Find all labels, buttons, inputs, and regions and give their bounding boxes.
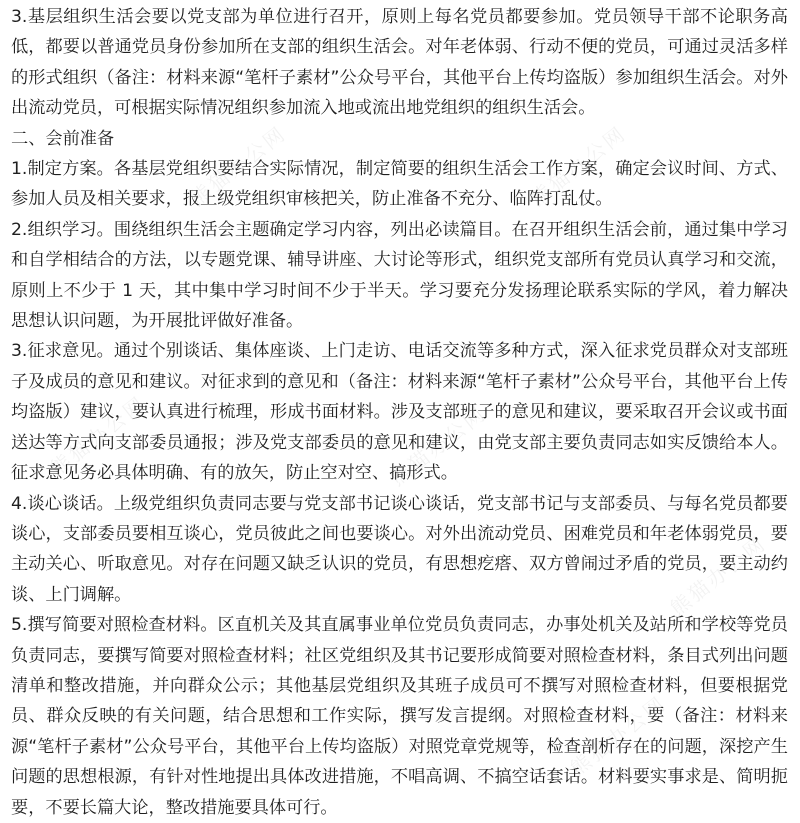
document-body [0, 2, 800, 823]
para-5-materials: 5.撰写简要对照检查材料。区直机关及其直属事业单位党员负责同志，办事处机关及站所和学校等党员负责同志，要撰写简要对照检查材料；社区党组织及其书记要形成简要对照检查材料，条目式列出问题清单和整改措施，并向群众公示；其他基层党组织及其班子成员可不撰写对照检查材料，但要根据党员、群众反映的有关问题，结合思想和工作实际，撰写发言提纲。对照检查材料，要（备注：材料来源“笔杆子素材”公众号平台，其他平台上传均盗版）对照党章党规等，检查剖析存在的问题，深挖产生问题的思想根源，有针对性地提出具体改进措施，不唱高调、不搞空话套话。材料要实事求是、简明扼要，不要长篇大论，整改措施要具体可行。 [11, 615, 788, 818]
para-1-plan: 1.制定方案。各基层党组织要结合实际情况，制定简要的组织生活会工作方案，确定会议时间、方式、参加人员及相关要求，报上级党组织审核把关，防止准备不充分、临阵打乱仗。 [11, 159, 788, 210]
watermark-text: 熊猫办公网 [185, 120, 292, 211]
para-2-study: 2.组织学习。围绕组织生活会主题确定学习内容，列出必读篇目。在召开组织生活会前，通过集中学习和自学相结合的方法，以专题党课、辅导讲座、大讨论等形式，组织党支部所有党员认真学习和交流，原则上不少于 1 天，其中集中学习时间不少于半天。学习要充分发扬理论联系实际的学风，着力解决思想认识问题，为开展批评做好准备。 [11, 219, 788, 332]
section-heading-preparation: 二、会前准备 [11, 128, 115, 149]
para-3-opinions: 3.征求意见。通过个别谈话、集体座谈、上门走访、电话交流等多种方式，深入征求党员群众对支部班子及成员的意见和建议。对征求到的意见和（备注：材料来源“笔杆子素材”公众号平台，其他平台上传均盗版）建议，要认真进行梳理，形成书面材料。涉及支部班子的意见和建议，要采取召开会议或书面送达等方式向支部委员通报；涉及党支部委员的意见和建议，由党支部主要负责同志如实反馈给本人。征求意见务必具体明确、有的放矢，防止空对空、搞形式。 [11, 341, 788, 484]
watermark-text: 熊猫办公网 [385, 400, 492, 491]
watermark-text: 熊猫办公网 [565, 690, 672, 781]
para-4-talks: 4.谈心谈话。上级党组织负责同志要与党支部书记谈心谈话，党支部书记与支部委员、与每名党员都要谈心，支部委员要相互谈心，党员彼此之间也要谈心。对外出流动党员、困难党员和年老体弱党员，要主动关心、听取意见。对存在问题又缺乏认识的党员，有思想疙瘩、双方曾闹过矛盾的党员，要主动约谈、上门调解。 [11, 493, 788, 605]
watermark-text: 熊猫办公网 [525, 120, 632, 211]
watermark-text: 熊猫办公网 [665, 530, 772, 621]
para-3-meeting-unit: 3.基层组织生活会要以党支部为单位进行召开，原则上每名党员都要参加。党员领导干部不论职务高低，都要以普通党员身份参加所在支部的组织生活会。对年老体弱、行动不便的党员，可通过灵活多样的形式组织（备注：材料来源“笔杆子素材”公众号平台，其他平台上传均盗版）参加组织生活会。对外出流动党员，可根据实际情况组织参加流入地或流出地党组织的组织生活会。 [11, 7, 788, 119]
watermark-text: 熊猫办公网 [45, 390, 152, 481]
